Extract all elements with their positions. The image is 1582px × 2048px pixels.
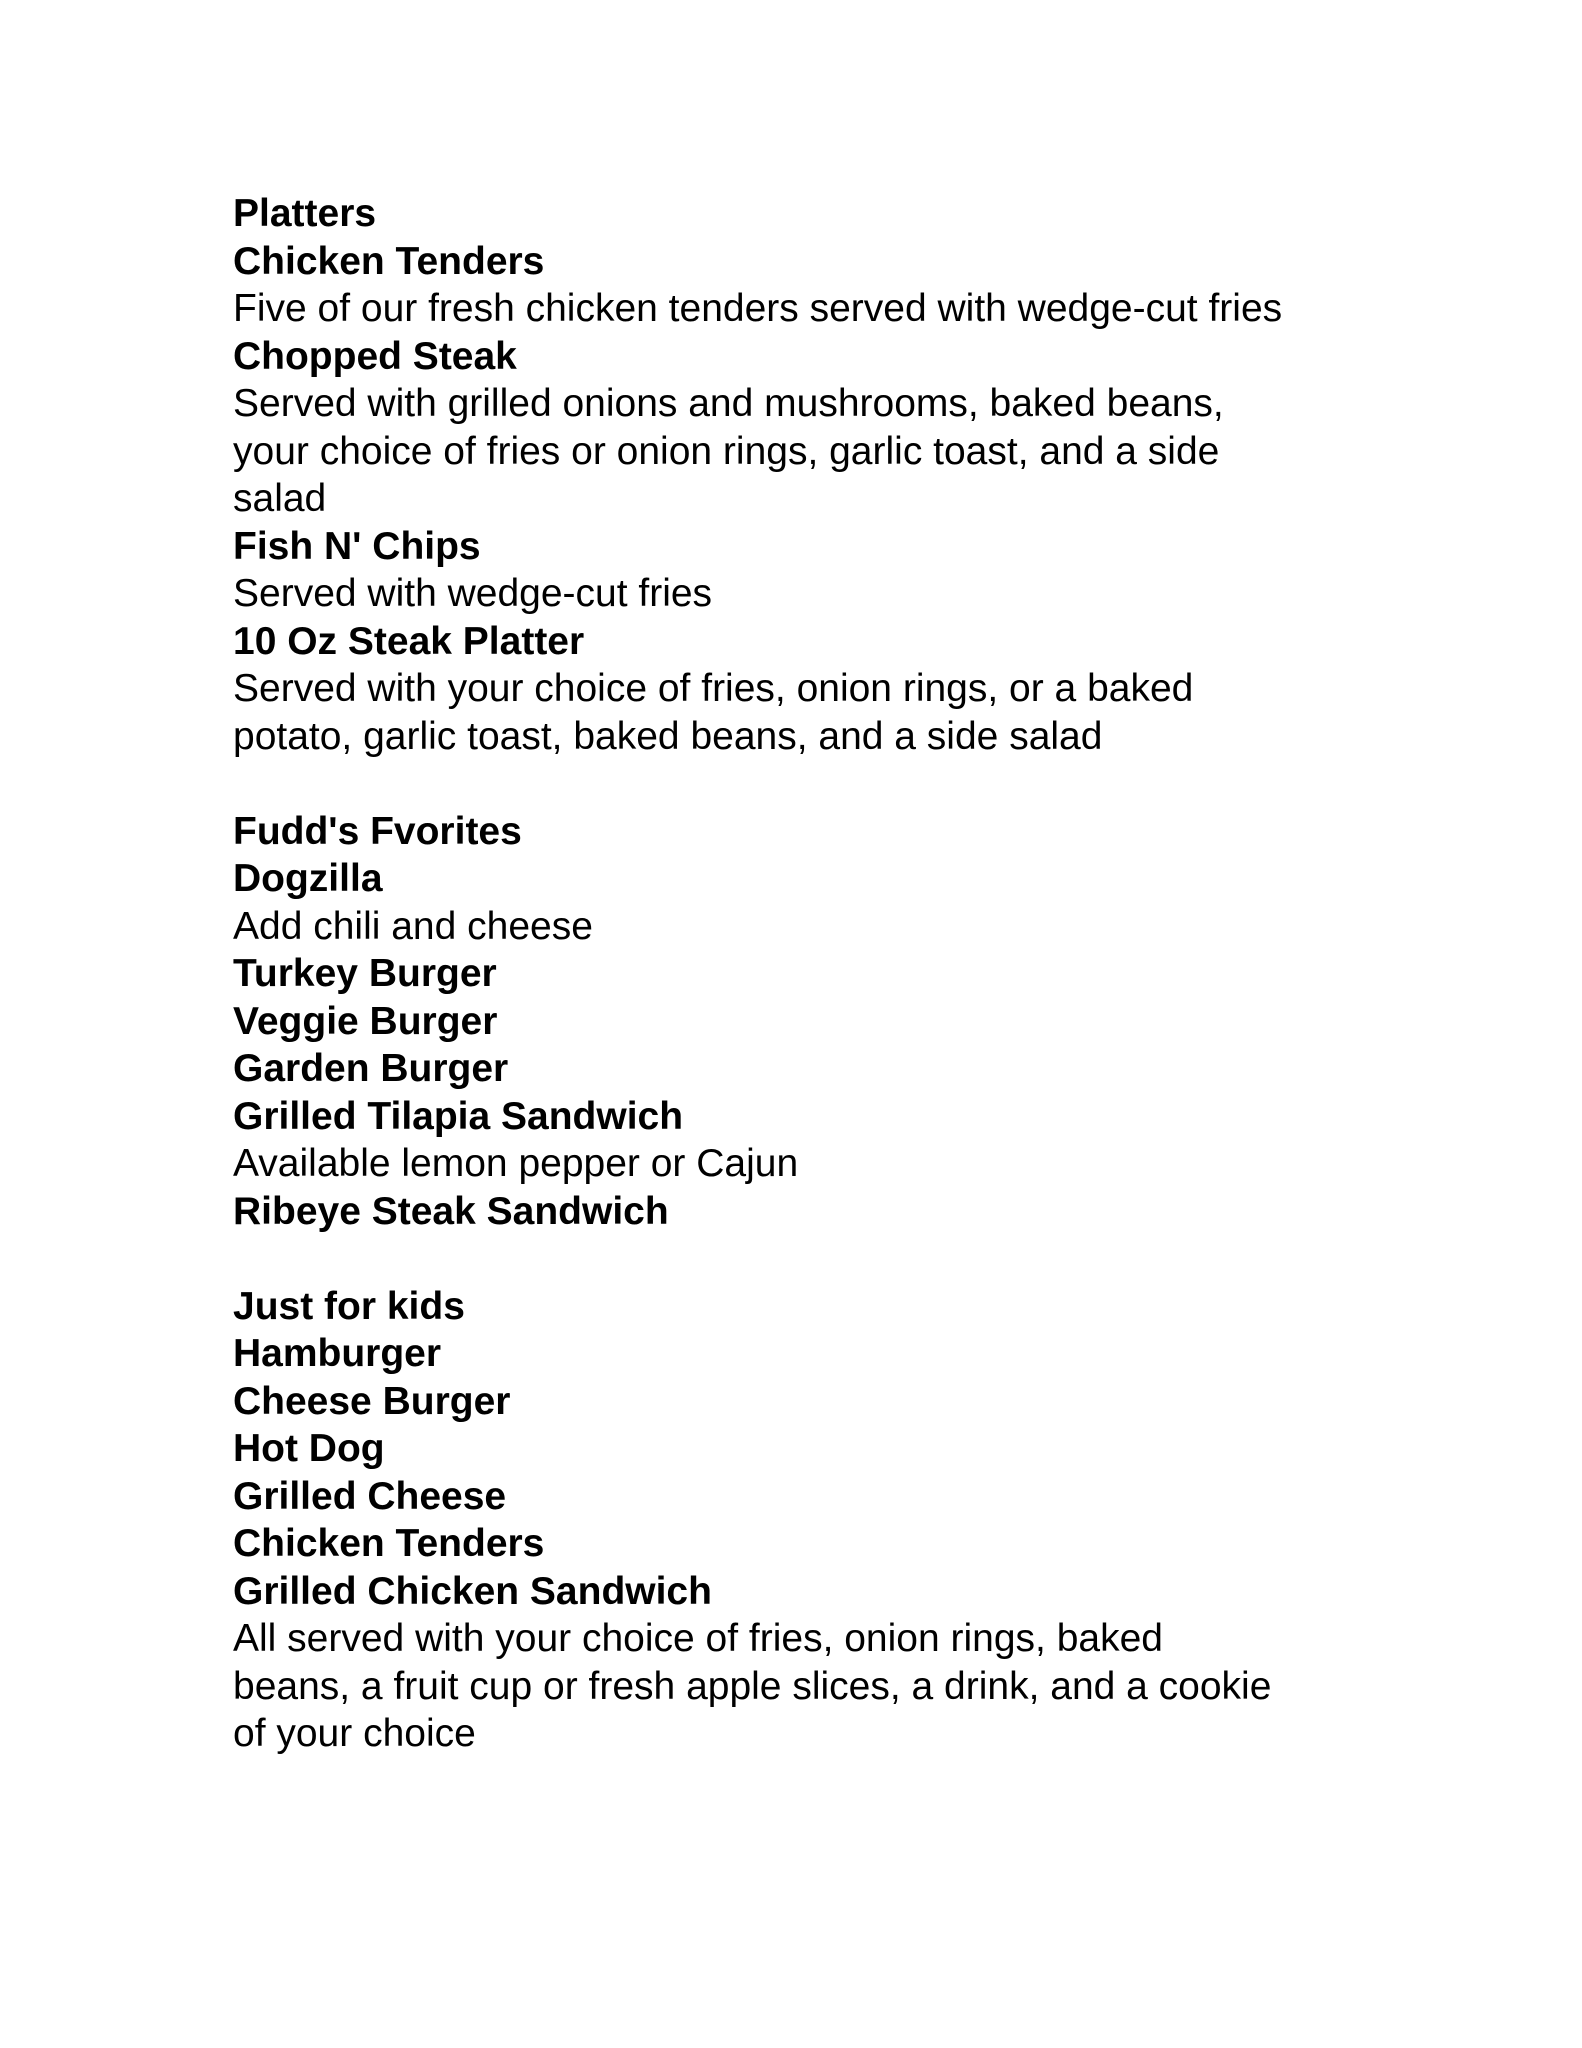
menu-item-name: Chicken Tenders [233, 1522, 545, 1565]
section-heading: Platters [233, 192, 377, 235]
menu-item-name: Hot Dog [233, 1427, 385, 1470]
menu-item-name: Turkey Burger [233, 952, 497, 995]
menu-item-description: Five of our fresh chicken tenders served with wedge-cut fries [233, 287, 1283, 330]
menu-item-description: Available lemon pepper or Cajun [233, 1142, 799, 1185]
menu-document [233, 190, 1433, 1758]
menu-item-description: of your choice [233, 1712, 476, 1755]
menu-item-name: Hamburger [233, 1332, 442, 1375]
menu-item-description: All served with your choice of fries, onion rings, baked [233, 1617, 1163, 1660]
menu-item-name: Ribeye Steak Sandwich [233, 1189, 669, 1233]
menu-item-description: potato, garlic toast, baked beans, and a side salad [233, 714, 1103, 758]
menu-item-description: Served with wedge-cut fries [233, 572, 713, 615]
menu-item-name: Garden Burger [233, 1047, 509, 1090]
menu-item-name: Grilled Tilapia Sandwich [233, 1094, 684, 1138]
menu-item-name: Fish N' Chips [233, 524, 481, 568]
section-heading: Just for kids [233, 1284, 465, 1328]
menu-item-name: 10 Oz Steak Platter [233, 619, 585, 663]
section-fudds-favorites [233, 808, 1433, 1236]
menu-item-description: salad [233, 477, 327, 520]
menu-item-name: Chopped Steak [233, 334, 517, 378]
section-just-for-kids [233, 1283, 1433, 1758]
menu-item-name: Grilled Cheese [233, 1474, 507, 1518]
section-heading: Fudd's Fvorites [233, 809, 522, 853]
menu-item-description: Served with your choice of fries, onion rings, or a baked [233, 667, 1194, 710]
menu-item-name: Cheese Burger [233, 1379, 511, 1423]
menu-item-description: Served with grilled onions and mushrooms, baked beans, [233, 382, 1224, 425]
menu-item-name: Veggie Burger [233, 999, 498, 1043]
menu-item-name: Dogzilla [233, 857, 383, 900]
menu-item-description: beans, a fruit cup or fresh apple slices, a drink, and a cookie [233, 1664, 1272, 1708]
menu-item-name: Chicken Tenders [233, 239, 545, 283]
menu-item-description: your choice of fries or onion rings, garlic toast, and a side [233, 429, 1220, 473]
menu-item-description: Add chili and cheese [233, 904, 593, 948]
menu-item-name: Grilled Chicken Sandwich [233, 1569, 712, 1613]
section-platters [233, 190, 1433, 760]
